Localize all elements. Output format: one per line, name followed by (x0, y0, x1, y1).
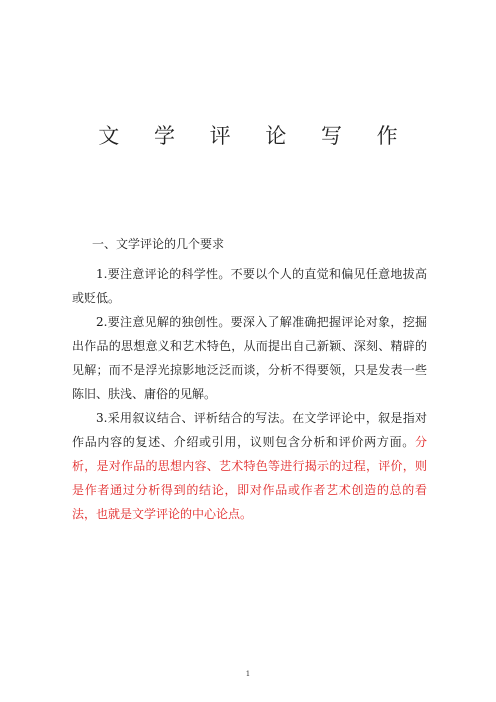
page-number: 1 (245, 670, 251, 678)
section-heading: 一、文学评论的几个要求 (92, 237, 225, 251)
paragraph-3-highlight: 分析，是对作品的思想内容、艺术特色等进行揭示的过程，评价，则是作者通过分析得到的结论，即对作品或作者艺术创造的总的看法，也就是文学评论的中心论点。 (72, 435, 427, 521)
paragraph-1: 1.要注意评论的科学性。不要以个人的直觉和偏见任意地拔高或贬低。 (72, 267, 427, 305)
document-title: 文 学 评 论 写 作 (98, 124, 412, 148)
paragraph-3 (72, 406, 427, 526)
paragraph-3-text: 3.采用叙议结合、评析结合的写法。在文学评论中，叙是指对作品内容的复述、介绍或引用，议则包含分析和评价两方面。 (72, 411, 427, 449)
document-body (72, 262, 427, 526)
paragraph-2: 2.要注意见解的独创性。要深入了解准确把握评论对象，挖掘出作品的思想意义和艺术特色，从而提出自己新颖、深刻、精辟的见解；而不是浮光掠影地泛泛而谈，分析不得要领，只是发表一些陈旧、肤浅、庸俗的见解。 (72, 315, 427, 401)
